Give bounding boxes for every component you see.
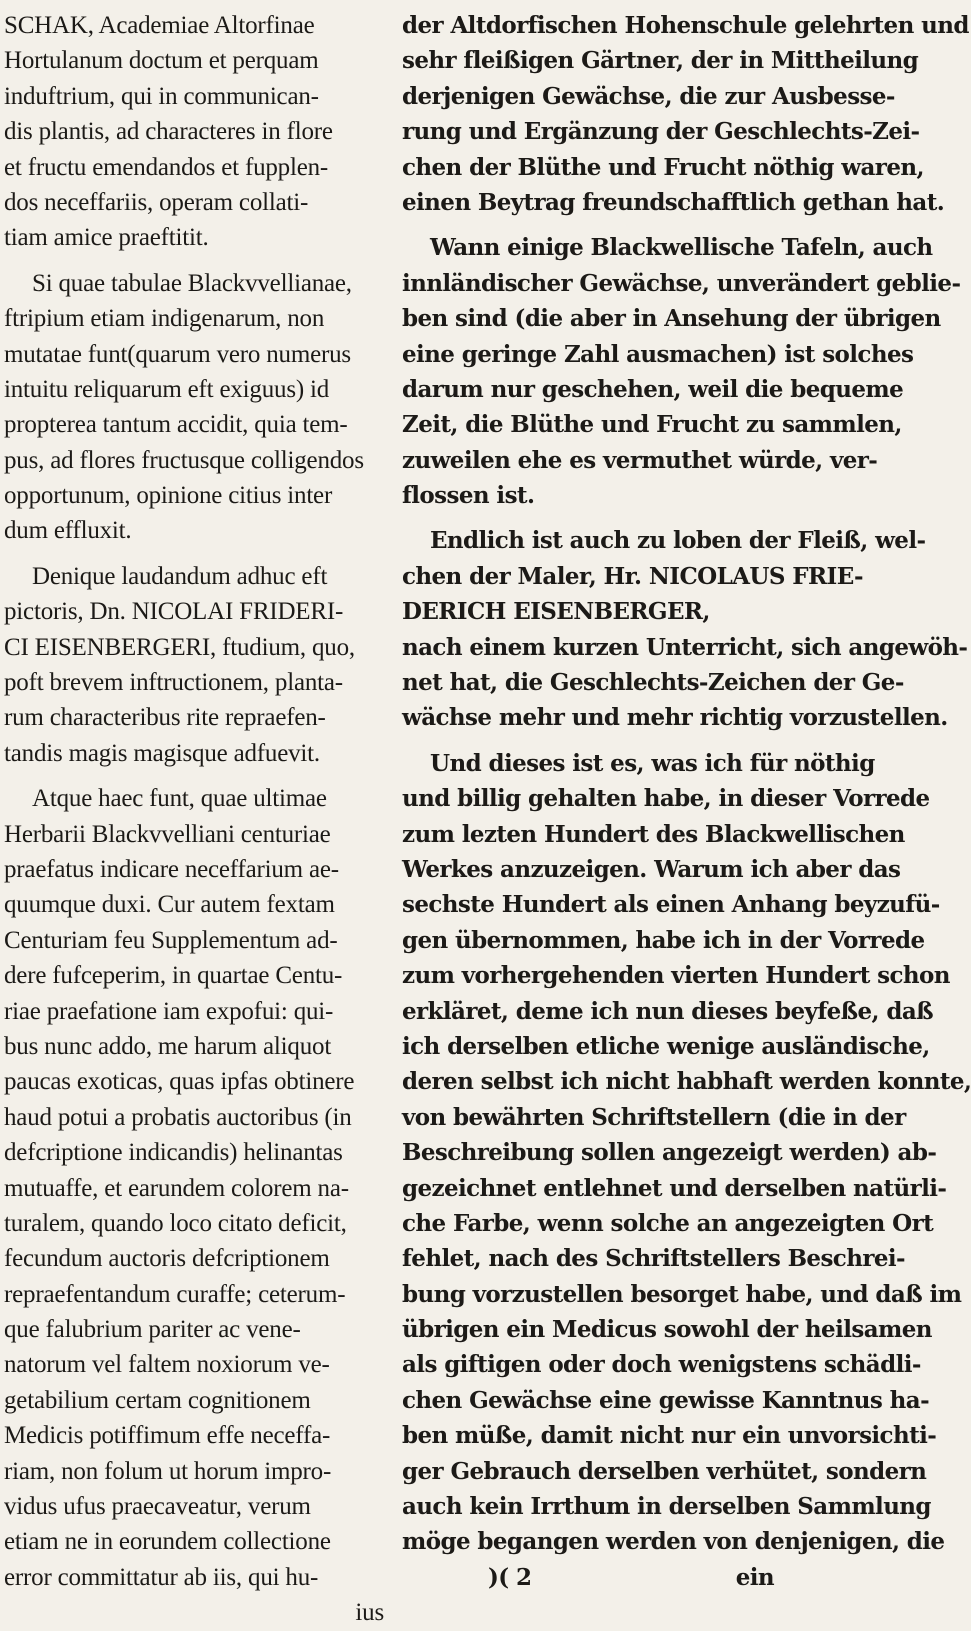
text-line: bus nunc addo, me harum aliquot <box>4 1032 332 1060</box>
text-line: Beschreibung sollen angezeigt werden) ab- <box>402 1139 937 1167</box>
text-line: wächse mehr und mehr richtig vorzustellen. <box>402 704 948 732</box>
text-line: zum vorhergehenden vierten Hundert schon <box>402 962 950 990</box>
text-line: Denique laudandum adhuc eft <box>32 562 328 590</box>
text-line: chen Gewächse eine gewisse Kanntnus ha- <box>402 1386 930 1414</box>
text-line: quumque duxi. Cur autem fextam <box>4 891 335 919</box>
latin-column <box>4 8 390 1631</box>
text-line: Hortulanum doctum et perquam <box>4 47 319 75</box>
text-line: intuitu reliquarum eft exiguus) id <box>4 375 330 403</box>
german-catchword: ein <box>735 1563 774 1591</box>
latin-paragraph-2 <box>4 266 390 549</box>
latin-paragraph-3 <box>4 559 390 771</box>
text-line: gezeichnet entlehnet und derselben natürli- <box>402 1174 947 1202</box>
text-line: DERICH EISENBERGER, <box>402 598 710 626</box>
signature-mark: )( 2 <box>488 1563 532 1591</box>
text-line: opportunum, opinione citius inter <box>4 482 333 510</box>
text-line: repraefentandum curaffe; ceterum- <box>4 1280 346 1308</box>
text-line: Medicis potiffimum effe neceffa- <box>4 1422 331 1450</box>
text-line: etiam ne in eorundem collectione <box>4 1528 331 1556</box>
text-line: zum lezten Hundert des Blackwellischen <box>402 820 905 848</box>
text-line: als giftigen oder doch wenigstens schädli- <box>402 1351 921 1379</box>
text-line: rung und Ergänzung der Geschlechts-Zei- <box>402 118 920 146</box>
text-line: pus, ad flores fructusque colligendos <box>4 446 364 474</box>
text-line: turalem, quando loco citato deficit, <box>4 1209 347 1237</box>
text-line: fecundum auctoris defcriptionem <box>4 1245 330 1273</box>
latin-catchword: ius <box>355 1599 384 1627</box>
text-line: nach einem kurzen Unterricht, sich angewöh- <box>402 633 968 661</box>
text-line: flossen ist. <box>402 482 535 510</box>
text-line: und billig gehalten habe, in dieser Vorrede <box>402 785 930 813</box>
text-line: rum characteribus rite repraefen- <box>4 704 326 732</box>
text-line: sehr fleißigen Gärtner, der in Mittheilung <box>402 47 919 75</box>
text-line: Herbarii Blackvvelliani centuriae <box>4 820 331 848</box>
text-line: Si quae tabulae Blackvvellianae, <box>32 269 352 297</box>
text-line: net hat, die Geschlechts-Zeichen der Ge- <box>402 669 904 697</box>
text-line: ben sind (die aber in Ansehung der übrigen <box>402 305 941 333</box>
text-line: auch kein Irrthum in derselben Sammlung <box>402 1493 931 1521</box>
text-line: ich derselben etliche wenige ausländische, <box>402 1032 930 1060</box>
text-line: bung vorzustellen besorget habe, und daß im <box>402 1280 962 1308</box>
text-line: riam, non folum ut horum impro- <box>4 1457 332 1485</box>
text-line: tandis magis magisque adfuevit. <box>4 739 320 767</box>
text-line: dere fufceperim, in quartae Centu- <box>4 962 343 990</box>
text-line: ger Gebrauch derselben verhütet, sondern <box>402 1457 927 1485</box>
text-line: che Farbe, wenn solche an angezeigten Ort <box>402 1209 934 1237</box>
text-line: que falubrium pariter ac vene- <box>4 1316 301 1344</box>
text-line: dis plantis, ad characteres in flore <box>4 118 333 146</box>
text-line: derjenigen Gewächse, die zur Ausbesse- <box>402 82 895 110</box>
text-line: Werkes anzuzeigen. Warum ich aber das <box>402 855 901 883</box>
text-line: innländischer Gewächse, unverändert geblie- <box>402 269 961 297</box>
text-line: error committatur ab iis, qui hu- <box>4 1563 319 1591</box>
text-line: vidus ufus praecaveatur, verum <box>4 1493 311 1521</box>
german-paragraph-2 <box>402 230 961 513</box>
text-line: möge begangen werden von denjenigen, die <box>402 1528 945 1556</box>
text-line: CI EISENBERGERI, ftudium, quo, <box>4 633 355 661</box>
text-line: chen der Maler, Hr. NICOLAUS FRIE- <box>402 562 863 590</box>
text-line: Wann einige Blackwellische Tafeln, auch <box>430 234 933 262</box>
text-line: übrigen ein Medicus sowohl der heilsamen <box>402 1316 932 1344</box>
text-line: eine geringe Zahl ausmachen) ist solches <box>402 340 914 368</box>
text-line: mutatae funt(quarum vero numerus <box>4 340 351 368</box>
text-line: chen der Blüthe und Frucht nöthig waren, <box>402 153 924 181</box>
german-column <box>402 8 971 1595</box>
text-line: induftrium, qui in communican- <box>4 82 319 110</box>
text-line: fehlet, nach des Schriftstellers Beschrei- <box>402 1245 905 1273</box>
text-line: von bewährten Schriftstellern (die in der <box>402 1103 906 1131</box>
text-line: der Altdorfischen Hohenschule gelehrten und <box>402 12 969 39</box>
text-line: getabilium certam cognitionem <box>4 1386 311 1414</box>
text-line: praefatus indicare neceffarium ae- <box>4 855 339 883</box>
text-line: deren selbst ich nicht habhaft werden konnte, <box>402 1068 971 1096</box>
text-line: riae praefatione iam expofui: qui- <box>4 997 334 1025</box>
german-paragraph-4 <box>402 746 971 1560</box>
text-line: Centuriam feu Supplementum ad- <box>4 926 338 954</box>
text-line: zuweilen ehe es vermuthet würde, ver- <box>402 446 878 474</box>
text-line: pictoris, Dn. NICOLAI FRIDERI- <box>4 598 344 626</box>
text-line: propterea tantum accidit, quia tem- <box>4 411 348 439</box>
text-line: erkläret, deme ich nun dieses beyfeße, daß <box>402 997 934 1025</box>
text-line: Atque haec funt, quae ultimae <box>32 785 327 813</box>
text-line: Und dieses ist es, was ich für nöthig <box>430 749 875 777</box>
text-line: haud potui a probatis auctoribus (in <box>4 1103 352 1131</box>
german-paragraph-1 <box>402 8 969 220</box>
text-line: Endlich ist auch zu loben der Fleiß, wel- <box>430 527 926 555</box>
text-line: sechste Hundert als einen Anhang beyzufü- <box>402 891 940 919</box>
text-line: ben müße, damit nicht nur ein unvorsichti- <box>402 1422 937 1450</box>
text-line: darum nur geschehen, weil die bequeme <box>402 375 904 403</box>
text-line: et fructu emendandos et fupplen- <box>4 153 329 181</box>
text-line: gen übernommen, habe ich in der Vorrede <box>402 926 925 954</box>
text-line: dos neceffariis, operam collati- <box>4 188 309 216</box>
text-line: poft brevem inftructionem, planta- <box>4 669 343 697</box>
text-line: dum effluxit. <box>4 517 132 545</box>
text-line: Zeit, die Blüthe und Frucht zu sammlen, <box>402 411 902 439</box>
text-line: einen Beytrag freundschafftlich gethan hat. <box>402 188 945 216</box>
german-paragraph-3 <box>402 523 968 735</box>
text-line: mutuaffe, et earundem colorem na- <box>4 1174 349 1202</box>
latin-paragraph-4 <box>4 781 390 1595</box>
text-line: SCHAK, Academiae Altorfinae <box>4 12 315 39</box>
text-line: ftripium etiam indigenarum, non <box>4 305 325 333</box>
text-line: natorum vel faltem noxiorum ve- <box>4 1351 330 1379</box>
text-line: tiam amice praeftitit. <box>4 224 209 252</box>
latin-paragraph-1 <box>4 8 390 256</box>
text-line: defcriptione indicandis) helinantas <box>4 1139 343 1167</box>
text-line: paucas exoticas, quas ipfas obtinere <box>4 1068 355 1096</box>
